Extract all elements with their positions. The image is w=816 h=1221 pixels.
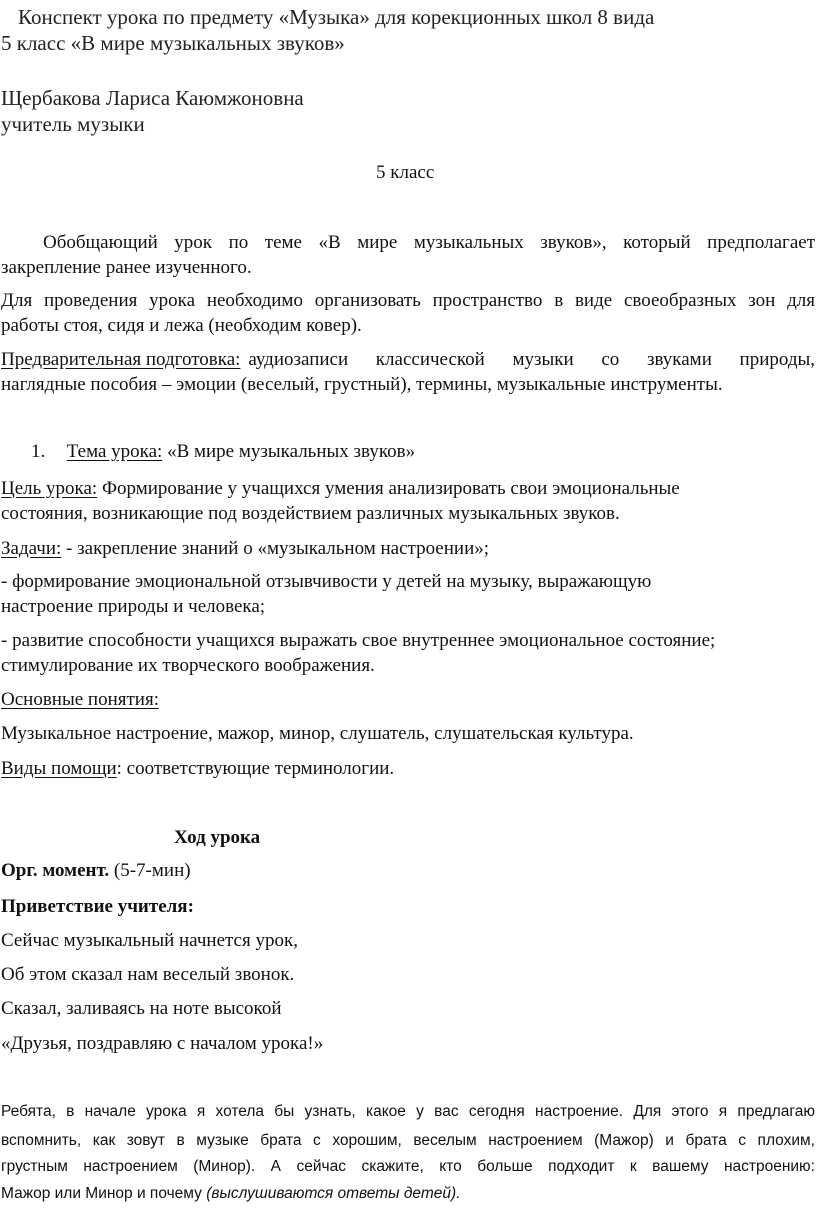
poem-line: Сейчас музыкальный начнется урок,	[1, 930, 298, 951]
org-time: (5-7-мин)	[113, 860, 191, 881]
intro-paragraph-line: закрепление ранее изученного.	[1, 257, 252, 278]
prep-paragraph-line	[1, 348, 815, 372]
list-number: 1.	[31, 441, 46, 462]
task-line: настроение природы и человека;	[1, 596, 266, 617]
paragraph-text: Мажор или Минор и почему	[1, 1185, 202, 1202]
author-name: Щербакова Лариса Каюмжоновна	[1, 86, 304, 110]
topic-item	[31, 440, 415, 464]
concepts-label: Основные понятия:	[1, 689, 159, 710]
goal-line: состояния, возникающие под воздействием различных музыкальных звуков.	[1, 503, 620, 524]
prep-text: аудиозаписи классической музыки со звуками природы,	[248, 349, 815, 370]
goal-text: Формирование у учащихся умения анализировать свои эмоциональные	[101, 478, 680, 499]
poem-line: Сказал, заливаясь на ноте высокой	[1, 998, 282, 1019]
task-line: - формирование эмоциональной отзывчивости у детей на музыку, выражающую	[1, 571, 652, 592]
org-line	[1, 859, 191, 883]
author-role: учитель музыки	[1, 112, 145, 136]
help-line	[1, 757, 394, 781]
help-text: : соответствующие терминологии.	[116, 758, 395, 779]
prep-paragraph-line: наглядные пособия – эмоции (веселый, грустный), термины, музыкальные инструменты.	[1, 374, 723, 395]
paragraph-line: Ребята, в начале урока я хотела бы узнать, какое у вас сегодня настроение. Для этого я предлагаю	[1, 1103, 815, 1120]
space-paragraph-line: работы стоя, сидя и лежа (необходим ковер).	[1, 315, 362, 336]
paragraph-line	[1, 1184, 461, 1204]
greeting-label: Приветствие учителя:	[1, 896, 194, 917]
tasks-label: Задачи:	[1, 538, 62, 559]
topic-value: «В мире музыкальных звуков»	[167, 441, 416, 462]
tasks-line	[1, 537, 489, 561]
grade-label: 5 класс	[376, 162, 435, 183]
paragraph-italic-note: (выслушиваются ответы детей).	[206, 1185, 461, 1202]
task-line: - развитие способности учащихся выражать свое внутреннее эмоциональное состояние;	[1, 630, 716, 651]
poem-line: «Друзья, поздравляю с началом урока!»	[1, 1033, 324, 1054]
document-subtitle: 5 класс «В мире музыкальных звуков»	[1, 31, 345, 55]
tasks-text: - закрепление знаний о «музыкальном настроении»;	[66, 538, 490, 559]
task-line: стимулирование их творческого воображения.	[1, 655, 375, 676]
paragraph-line: вспомнить, как зовут в музыке брата с хорошим, веселым настроением (Мажор) и брата с плохим,	[1, 1132, 815, 1149]
poem-line: Об этом сказал нам веселый звонок.	[1, 964, 295, 985]
concepts-value: Музыкальное настроение, мажор, минор, слушатель, слушательская культура.	[1, 723, 634, 744]
prep-label: Предварительная подготовка:	[1, 349, 241, 370]
document-title: Конспект урока по предмету «Музыка» для корекционных школ 8 вида	[18, 5, 655, 29]
topic-label: Тема урока:	[66, 441, 163, 462]
org-label: Орг. момент.	[1, 860, 110, 881]
goal-line	[1, 477, 680, 501]
goal-label: Цель урока:	[1, 478, 98, 499]
space-paragraph-line: Для проведения урока необходимо организовать пространство в виде своеобразных зон для	[1, 290, 815, 311]
intro-paragraph-line: Обобщающий урок по теме «В мире музыкальных звуков», который предполагает	[43, 232, 815, 253]
help-label: Виды помощи	[1, 758, 117, 779]
paragraph-line: грустным настроением (Минор). А сейчас скажите, кто больше подходит к вашему настроению:	[1, 1158, 815, 1175]
course-heading: Ход урока	[174, 827, 261, 848]
